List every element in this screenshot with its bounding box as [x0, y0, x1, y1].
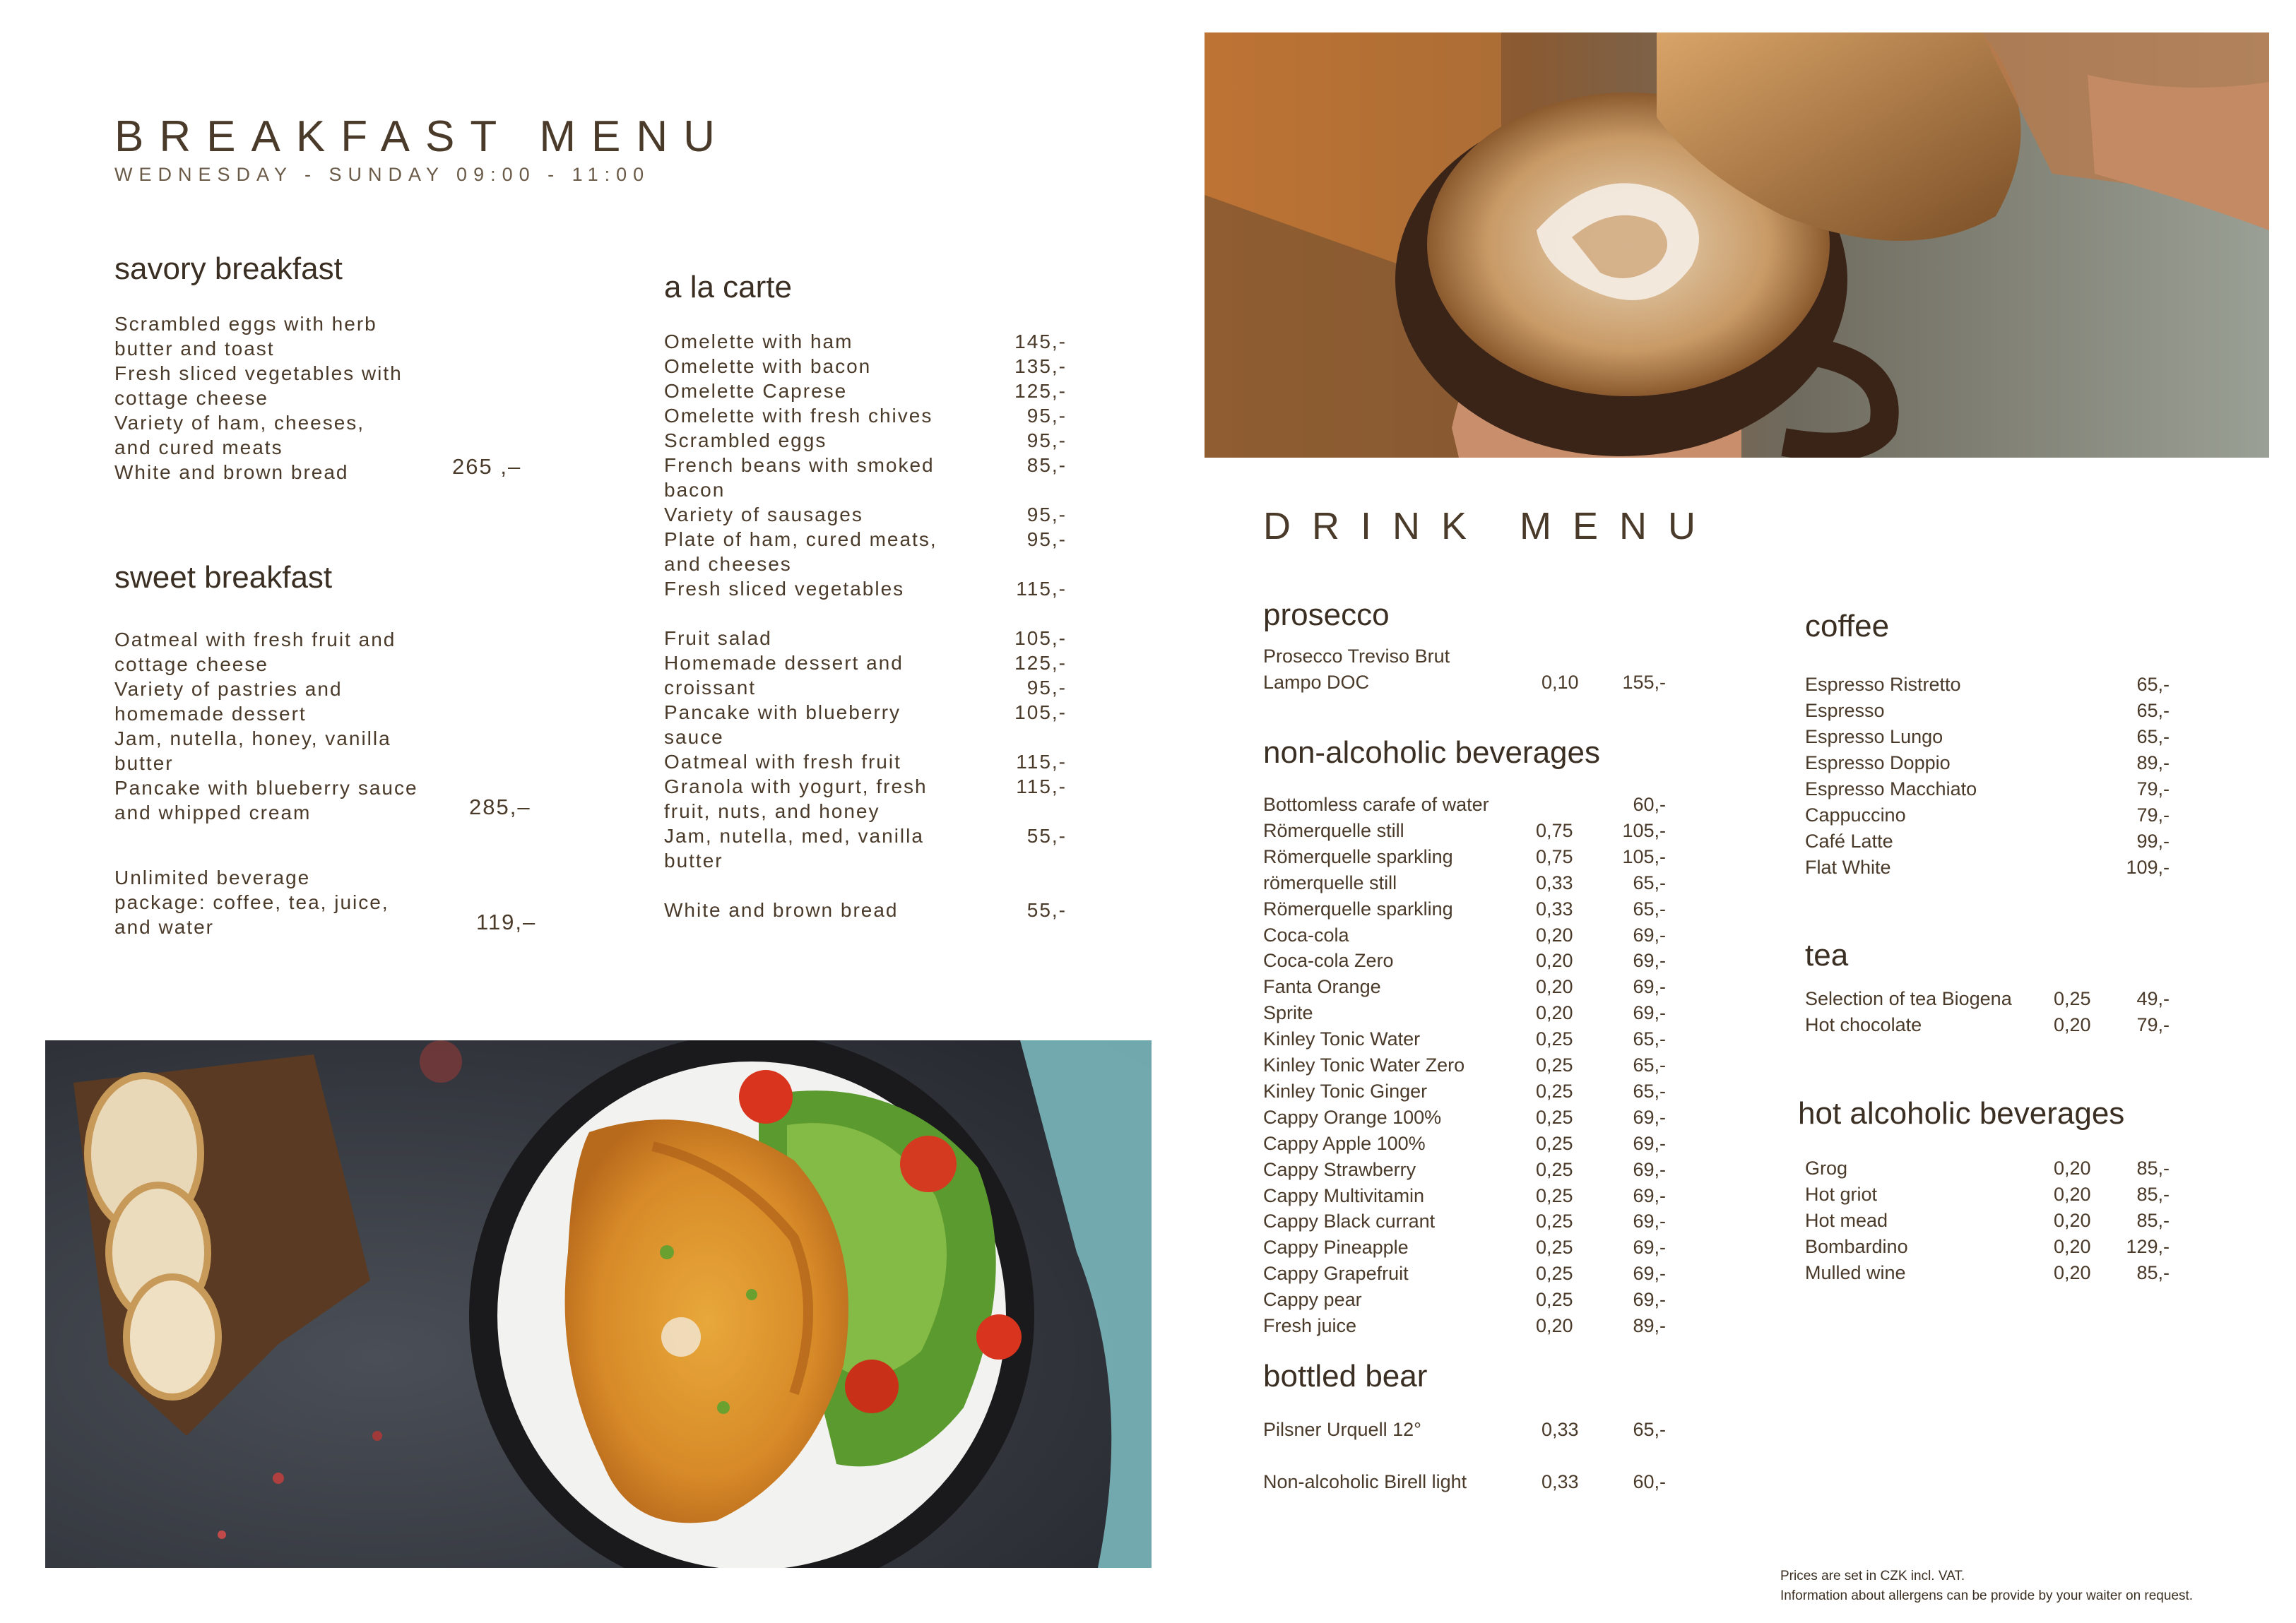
drink-name: Café Latte [1805, 831, 1893, 852]
drink-name: Cappuccino [1805, 804, 1906, 826]
list-item [1263, 1078, 1666, 1105]
list-item [1263, 870, 1666, 896]
drink-price: 69,- [1633, 1184, 1666, 1206]
savory-line: cottage cheese [114, 387, 268, 409]
drink-name: Lampo DOC [1263, 672, 1370, 693]
drink-name: römerquelle still [1263, 872, 1397, 893]
drink-volume: 0,25 [1536, 1080, 1573, 1102]
drink-name: Grog [1805, 1158, 1848, 1179]
drink-price: 85,- [2136, 1262, 2170, 1283]
drink-name: Hot griot [1805, 1184, 1878, 1205]
list-item [1805, 1182, 2170, 1208]
drink-price: 69,- [1633, 1132, 1666, 1154]
list-item [1263, 643, 1666, 670]
drink-price: 65,- [1633, 1080, 1666, 1102]
drink-name: Pilsner Urquell 12° [1263, 1419, 1421, 1440]
drink-volume: 0,75 [1536, 845, 1573, 867]
drink-name: Kinley Tonic Water [1263, 1028, 1421, 1050]
drink-price: 155,- [1622, 672, 1666, 693]
drink-name: Flat White [1805, 857, 1891, 878]
list-item: Oatmeal with fresh fruit 115,- [664, 751, 1067, 773]
drink-price: 65,- [1633, 1028, 1666, 1050]
package-line: Unlimited beverage [114, 867, 311, 888]
savory-line: Fresh sliced vegetables with [114, 362, 403, 384]
drink-name: Espresso Lungo [1805, 726, 1943, 747]
sweet-breakfast-description [114, 627, 418, 825]
hot-alcoholic-heading: hot alcoholic beverages [1798, 1096, 2125, 1131]
non-alcoholic-heading: non-alcoholic beverages [1263, 735, 1600, 770]
list-item [1805, 1155, 2170, 1182]
savory-breakfast-description [114, 311, 403, 484]
drink-volume: 0,33 [1536, 898, 1573, 920]
drink-name: Cappy Grapefruit [1263, 1263, 1409, 1285]
drink-price: 69,- [1633, 1237, 1666, 1259]
drink-price: 49,- [2136, 988, 2170, 1009]
drink-name: Römerquelle sparkling [1263, 845, 1453, 867]
savory-line: Variety of ham, cheeses, [114, 412, 365, 434]
drink-price: 65,- [2136, 674, 2170, 695]
a-la-carte-heading: a la carte [664, 270, 792, 304]
list-item: White and brown bread 55,- [664, 899, 1067, 921]
drink-price: 65,- [1633, 872, 1666, 893]
bottled-beer-heading: bottled bear [1263, 1359, 1428, 1393]
list-item: Omelette with bacon 135,- [664, 355, 1067, 377]
list-item: Pancake with blueberry sauce 105,- [664, 701, 1067, 748]
sweet-line: and whipped cream [114, 802, 312, 824]
list-item [1263, 1000, 1666, 1026]
drink-price: 85,- [2136, 1158, 2170, 1179]
drink-volume: 0,25 [1536, 1211, 1573, 1232]
list-item [1263, 1026, 1666, 1052]
latte-art-illustration [1205, 32, 2269, 458]
drink-volume: 0,25 [2054, 988, 2091, 1009]
list-item [1263, 1235, 1666, 1261]
drink-price: 69,- [1633, 976, 1666, 998]
list-item [1263, 1208, 1666, 1235]
list-item [1805, 1234, 2170, 1260]
breakfast-hours: WEDNESDAY - SUNDAY 09:00 - 11:00 [114, 164, 651, 185]
list-item: Granola with yogurt, fresh fruit, nuts, and honey 115,- [664, 775, 1067, 822]
drink-name: Cappy Multivitamin [1263, 1184, 1425, 1206]
drink-name: Selection of tea Biogena [1805, 988, 2012, 1009]
drink-name: Espresso [1805, 700, 1885, 721]
list-item: Scrambled eggs 95,- [664, 429, 1067, 451]
footer-note [1780, 1566, 2193, 1606]
sweet-line: homemade dessert [114, 703, 307, 725]
drink-price: 79,- [2136, 804, 2170, 826]
drink-price: 69,- [1633, 1158, 1666, 1180]
savory-breakfast-price: 265 ,– [452, 454, 522, 479]
latte-art-photo [1205, 32, 2269, 458]
drink-name: Cappy Pineapple [1263, 1237, 1409, 1259]
package-line: and water [114, 916, 214, 938]
croissant-price: 95,- [1026, 677, 1067, 698]
drink-price: 79,- [2136, 778, 2170, 799]
drink-volume: 0,25 [1536, 1263, 1573, 1285]
drink-name: Fresh juice [1263, 1315, 1357, 1336]
drink-volume: 0,20 [2054, 1210, 2091, 1231]
price-note: Prices are set in CZK incl. VAT. [1780, 1569, 1965, 1583]
drink-name: Espresso Ristretto [1805, 674, 1961, 695]
list-item [1263, 1105, 1666, 1131]
drink-price: 69,- [1633, 1289, 1666, 1311]
drink-name: Kinley Tonic Ginger [1263, 1080, 1428, 1102]
list-item [1263, 844, 1666, 870]
drink-price: 69,- [1633, 1106, 1666, 1128]
savory-line: White and brown bread [114, 461, 349, 483]
drink-menu-title: DRINK MENU [1263, 505, 1717, 547]
drink-price: 69,- [1633, 1211, 1666, 1232]
list-item [1805, 1012, 2170, 1038]
drink-name: Hot chocolate [1805, 1014, 1922, 1035]
drink-price: 65,- [2136, 700, 2170, 721]
drink-price: 105,- [1622, 845, 1666, 867]
savory-line: butter and toast [114, 338, 275, 359]
sweet-breakfast-price: 285,– [469, 795, 531, 819]
list-item [1805, 698, 2170, 724]
list-item: Fruit salad 105,- [664, 627, 1067, 649]
drink-name: Cappy Apple 100% [1263, 1132, 1426, 1154]
list-item [1263, 670, 1666, 696]
list-item: French beans with smoked bacon 85,- [664, 454, 1067, 501]
sweet-line: Jam, nutella, honey, vanilla [114, 727, 391, 749]
drink-name: Prosecco Treviso Brut [1263, 646, 1450, 667]
list-item [1805, 1208, 2170, 1234]
package-line: package: coffee, tea, juice, [114, 891, 389, 913]
drink-volume: 0,20 [2054, 1184, 2091, 1205]
drink-volume: 0,25 [1536, 1106, 1573, 1128]
list-item: Omelette with ham 145,- [664, 331, 1067, 352]
drink-volume: 0,20 [1536, 976, 1573, 998]
drink-price: 60,- [1633, 794, 1666, 815]
drink-price: 65,- [1633, 898, 1666, 920]
list-item [1805, 776, 2170, 802]
drink-volume: 0,20 [1536, 1315, 1573, 1336]
omelette-illustration [45, 1040, 1152, 1568]
list-item [1263, 948, 1666, 974]
list-item [1805, 986, 2170, 1012]
savory-line: and cured meats [114, 436, 283, 458]
tea-heading: tea [1805, 938, 1849, 973]
sweet-breakfast-heading: sweet breakfast [114, 560, 333, 595]
drink-price: 109,- [2126, 857, 2170, 878]
drink-name: Espresso Doppio [1805, 752, 1951, 773]
drink-price: 69,- [1633, 950, 1666, 972]
list-item [1263, 1052, 1666, 1078]
list-item [1805, 724, 2170, 750]
list-item [1805, 828, 2170, 855]
drink-name: Römerquelle sparkling [1263, 898, 1453, 920]
list-item: Variety of sausages 95,- [664, 504, 1067, 525]
drink-volume: 0,25 [1536, 1028, 1573, 1050]
drink-price: 60,- [1633, 1471, 1666, 1492]
sweet-line: butter [114, 752, 174, 774]
drink-volume: 0,75 [1536, 819, 1573, 841]
drink-volume: 0,25 [1536, 1289, 1573, 1311]
drink-name: Coca-cola [1263, 924, 1349, 946]
drink-volume: 0,20 [2054, 1262, 2091, 1283]
sweet-line: Oatmeal with fresh fruit and [114, 629, 396, 650]
sweet-line: cottage cheese [114, 653, 268, 675]
list-item [1263, 1469, 1666, 1495]
list-item [1263, 792, 1666, 818]
drink-volume: 0,20 [1536, 924, 1573, 946]
list-item: Omelette Caprese 125,- [664, 380, 1067, 402]
drink-name: Non-alcoholic Birell light [1263, 1471, 1467, 1492]
drink-name: Cappy Orange 100% [1263, 1106, 1442, 1128]
drink-volume: 0,20 [2054, 1014, 2091, 1035]
list-item: Fresh sliced vegetables 115,- [664, 578, 1067, 600]
drink-volume: 0,10 [1541, 672, 1579, 693]
drink-name: Bombardino [1805, 1236, 1908, 1257]
drink-price: 69,- [1633, 924, 1666, 946]
breakfast-menu-title: BREAKFAST MENU [114, 112, 730, 161]
list-item [1263, 974, 1666, 1000]
list-item [1263, 818, 1666, 844]
list-item [1263, 1287, 1666, 1313]
drink-volume: 0,20 [1536, 1002, 1573, 1024]
list-item: Jam, nutella, med, vanilla butter 55,- [664, 825, 1067, 872]
list-item [1263, 1157, 1666, 1183]
list-item [1263, 1261, 1666, 1287]
list-item [1263, 896, 1666, 922]
drink-volume: 0,20 [1536, 950, 1573, 972]
sweet-line: Variety of pastries and [114, 678, 343, 700]
drink-volume: 0,33 [1536, 872, 1573, 893]
list-item [1805, 750, 2170, 776]
drink-name: Coca-cola Zero [1263, 950, 1394, 972]
drink-name: Sprite [1263, 1002, 1313, 1024]
drink-volume: 0,33 [1541, 1419, 1579, 1440]
list-item [1805, 802, 2170, 828]
drink-name: Hot mead [1805, 1210, 1888, 1231]
list-item: Homemade dessert and croissant 125,- [664, 652, 1067, 698]
drink-price: 129,- [2126, 1236, 2170, 1257]
drink-volume: 0,25 [1536, 1054, 1573, 1076]
list-item [1263, 922, 1666, 949]
drink-name: Cappy pear [1263, 1289, 1362, 1311]
drink-price: 69,- [1633, 1002, 1666, 1024]
beverage-package-price: 119,– [476, 910, 537, 934]
drink-volume: 0,20 [2054, 1158, 2091, 1179]
drink-volume: 0,25 [1536, 1132, 1573, 1154]
drink-price: 99,- [2136, 831, 2170, 852]
list-item: Omelette with fresh chives 95,- [664, 405, 1067, 427]
drink-price: 79,- [2136, 1014, 2170, 1035]
drink-price: 89,- [2136, 752, 2170, 773]
drink-price: 65,- [2136, 726, 2170, 747]
list-item [1263, 1313, 1666, 1339]
coffee-heading: coffee [1805, 609, 1890, 643]
drink-name: Espresso Macchiato [1805, 778, 1977, 799]
drink-price: 105,- [1622, 819, 1666, 841]
prosecco-heading: prosecco [1263, 598, 1390, 632]
drink-name: Kinley Tonic Water Zero [1263, 1054, 1465, 1076]
list-item [1263, 1131, 1666, 1157]
drink-name: Cappy Strawberry [1263, 1158, 1416, 1180]
list-item [1263, 1183, 1666, 1209]
drink-name: Bottomless carafe of water [1263, 794, 1489, 815]
drink-price: 65,- [1633, 1054, 1666, 1076]
drink-volume: 0,33 [1541, 1471, 1579, 1492]
drink-volume: 0,25 [1536, 1158, 1573, 1180]
drink-volume: 0,25 [1536, 1237, 1573, 1259]
beverage-package-description [114, 865, 389, 939]
list-item [1805, 672, 2170, 698]
drink-name: Römerquelle still [1263, 819, 1404, 841]
drink-price: 89,- [1633, 1315, 1666, 1336]
drink-volume: 0,25 [1536, 1184, 1573, 1206]
savory-line: Scrambled eggs with herb [114, 313, 377, 335]
drink-volume: 0,20 [2054, 1236, 2091, 1257]
savory-breakfast-heading: savory breakfast [114, 251, 343, 286]
drink-price: 85,- [2136, 1184, 2170, 1205]
list-item: Plate of ham, cured meats, and cheeses 95,- [664, 528, 1067, 575]
list-item [1805, 855, 2170, 881]
drink-price: 69,- [1633, 1263, 1666, 1285]
omelette-salad-photo [45, 1040, 1152, 1568]
list-item [1805, 1260, 2170, 1286]
sweet-line: Pancake with blueberry sauce [114, 777, 418, 799]
list-item [1263, 1417, 1666, 1443]
allergen-note: Information about allergens can be provide by your waiter on request. [1780, 1588, 2194, 1603]
drink-name: Cappy Black currant [1263, 1211, 1436, 1232]
drink-name: Mulled wine [1805, 1262, 1906, 1283]
drink-name: Fanta Orange [1263, 976, 1381, 998]
drink-price: 85,- [2136, 1210, 2170, 1231]
drink-price: 65,- [1633, 1419, 1666, 1440]
